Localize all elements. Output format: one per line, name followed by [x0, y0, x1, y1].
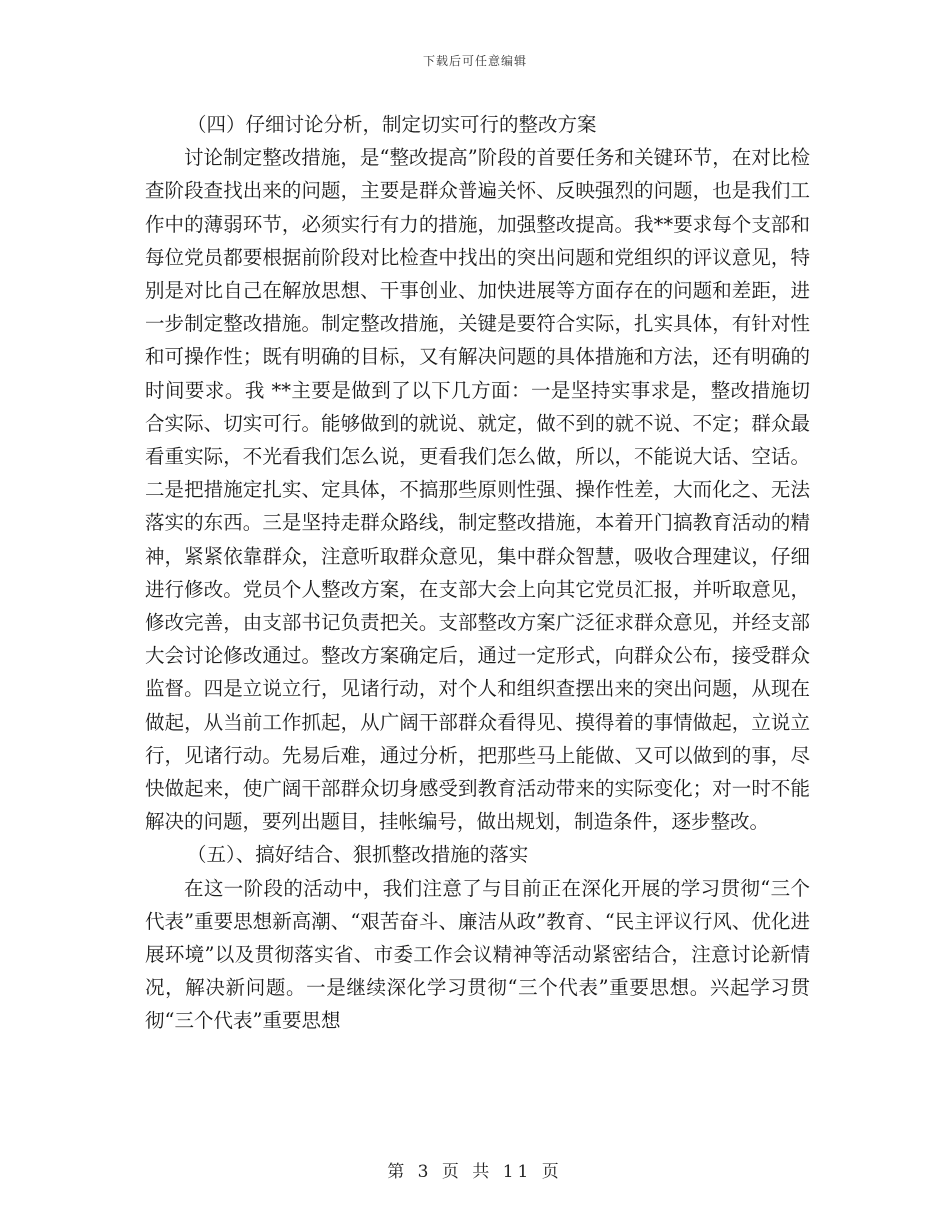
document-body [145, 108, 810, 1038]
section-5-paragraph: 在这一阶段的活动中，我们注意了与目前正在深化开展的学习贯彻“三个代表”重要思想新高潮、“艰苦奋斗、廉洁从政”教育、“民主评议行风、优化进展环境”以及贯彻落实省、市委工作会议精神等活动紧密结合，注意讨论新情况，解决新问题。一是继续深化学习贯彻“三个代表”重要思想。兴起学习贯彻“三个代表”重要思想 [145, 876, 810, 1033]
page-header-note: 下载后可任意编辑 [422, 54, 527, 68]
section-4-heading: （四）仔细讨论分析，制定切实可行的整改方案 [187, 113, 597, 136]
section-4-paragraph: 讨论制定整改措施，是“整改提高”阶段的首要任务和关键环节，在对比检查阶段查找出来的问题，主要是群众普遍关怀、反映强烈的问题，也是我们工作中的薄弱环节，必须实行有力的措施，加强整改提高。我**要求每个支部和每位党员都要根据前阶段对比检查中找出的突出问题和党组织的评议意见，特别是对比自己在解放思想、干事创业、加快进展等方面存在的问题和差距，进一步制定整改措施。制定整改措施，关键是要符合实际，扎实具体，有针对性和可操作性；既有明确的目标，又有解决问题的具体措施和方法，还有明确的时间要求。我 **主要是做到了以下几方面：一是坚持实事求是，整改措施切合实际、切实可行。能够做到的就说、就定，做不到的就不说、不定；群众最看重实际，不光看我们怎么说，更看我们怎么做，所以，不能说大话、空话。二是把措施定扎实、定具体，不搞那些原则性强、操作性差，大而化之、无法落实的东西。三是坚持走群众路线，制定整改措施，本着开门搞教育活动的精神，紧紧依靠群众，注意听取群众意见，集中群众智慧，吸收合理建议，仔细进行修改。党员个人整改方案，在支部大会上向其它党员汇报，并听取意见，修改完善，由支部书记负责把关。支部整改方案广泛征求群众意见，并经支部大会讨论修改通过。整改方案确定后，通过一定形式，向群众公布，接受群众监督。四是立说立行，见诸行动，对个人和组织查摆出来的突出问题，从现在做起，从当前工作抓起，从广阔干部群众看得见、摸得着的事情做起，立说立行，见诸行动。先易后难，通过分析，把那些马上能做、又可以做到的事，尽快做起来，使广阔干部群众切身感受到教育活动带来的实际变化；对一时不能解决的问题，要列出题目，挂帐编号，做出规划，制造条件，逐步整改。 [145, 146, 810, 834]
page-number: 第 3 页 共 11 页 [387, 1162, 563, 1182]
section-5-heading: （五）、搞好结合、狠抓整改措施的落实 [187, 843, 529, 867]
